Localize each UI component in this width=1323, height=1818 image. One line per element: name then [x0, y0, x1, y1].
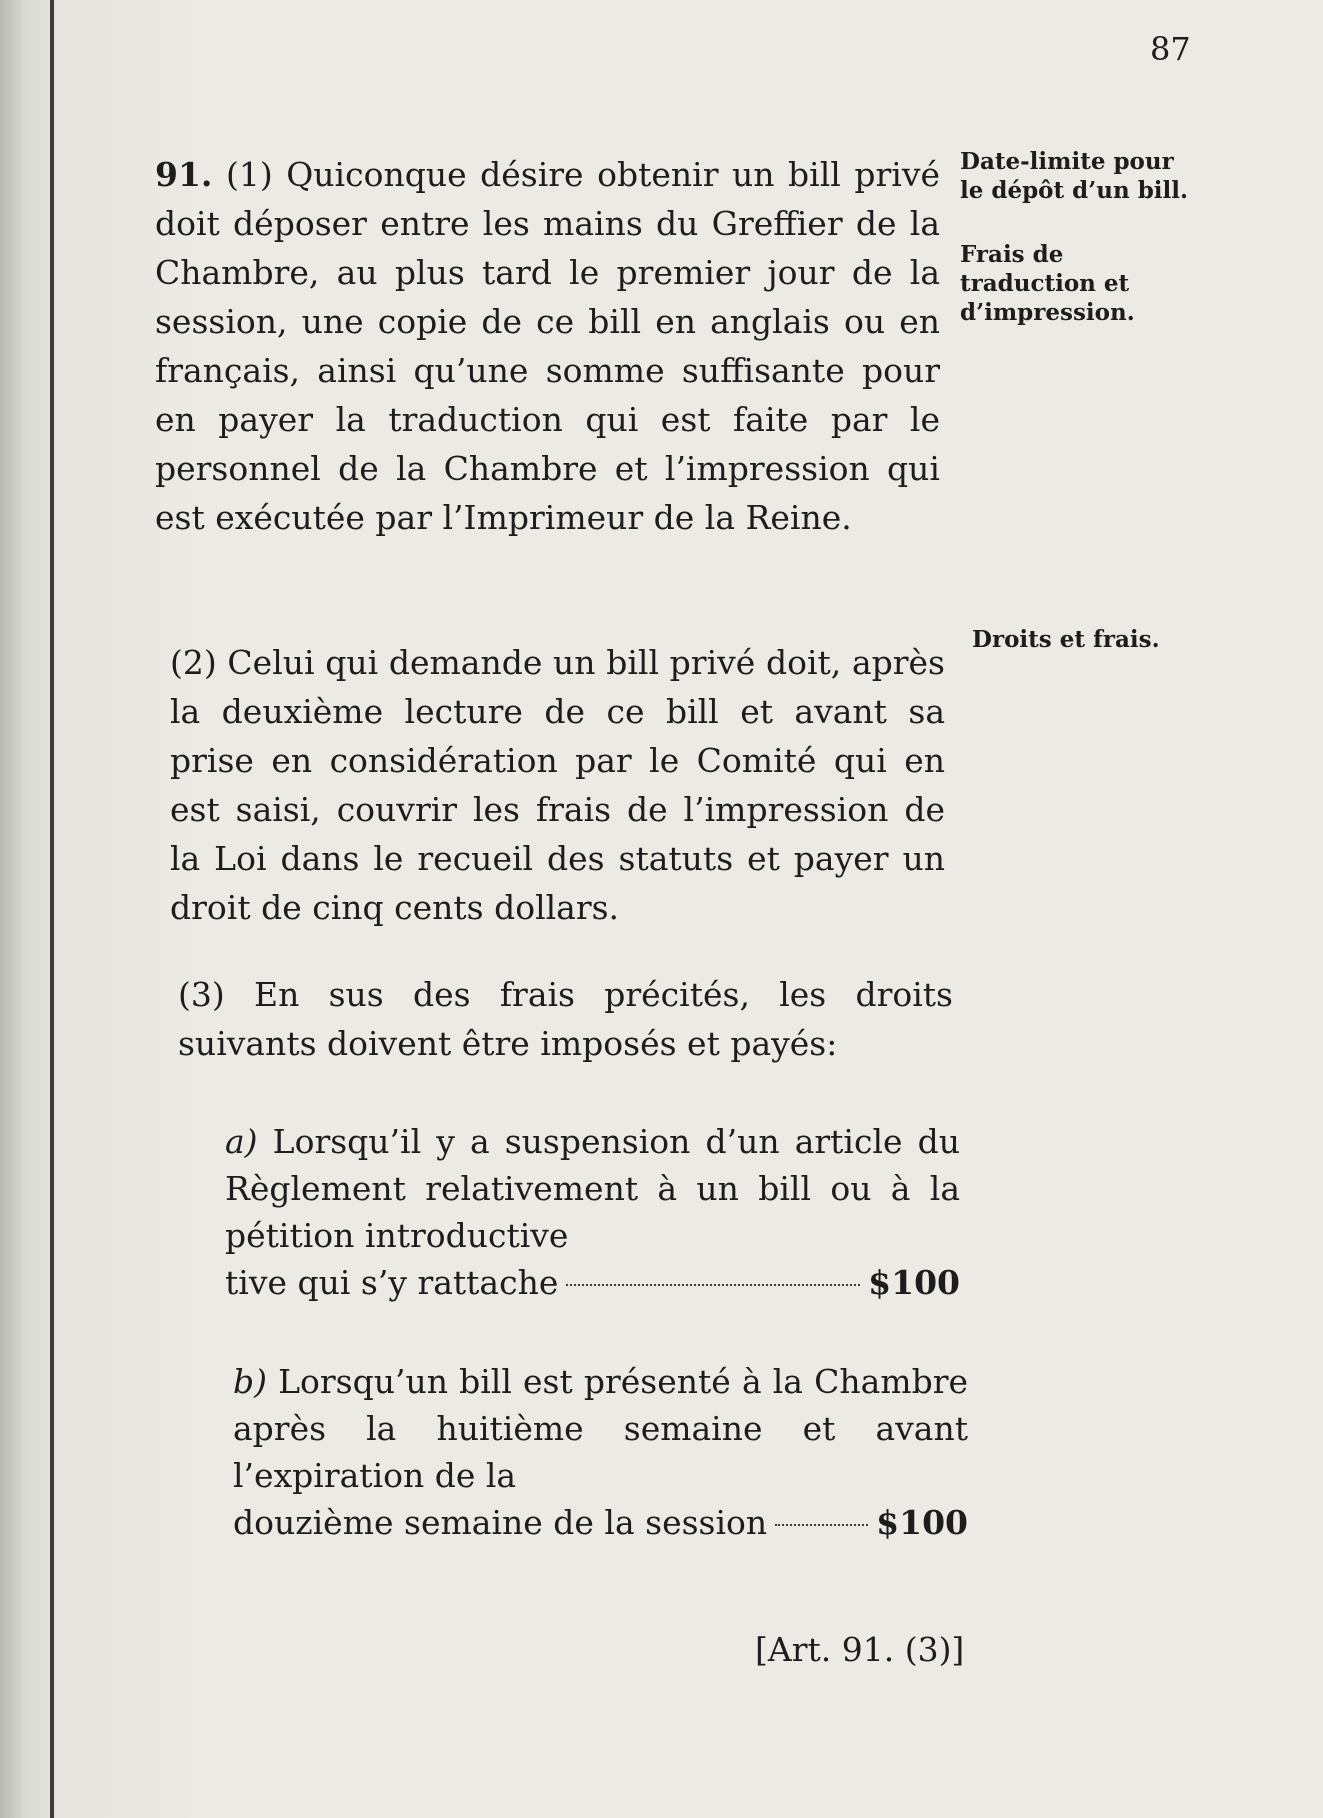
paragraph-91-2: (2) Celui qui demande un bill privé doit, après la deuxième lecture de ce bill et avant sa prise en considération par le Comité qui en est saisi, couvrir les frais de l’impression de la Loi dans le recueil des statuts et payer un droit de cinq cents dollars. [170, 643, 945, 927]
fee-item-text [233, 1358, 968, 1499]
margin-note-fees: Droits et frais. [972, 626, 1160, 653]
fee-item-last-text: tive qui s’y rattache [225, 1263, 559, 1302]
margin-note-translation-fees: Frais de traduction et d’impression. [960, 241, 1135, 326]
paragraph-91-3: (3) En sus des frais précités, les droits suivants doivent être imposés et payés: [178, 975, 953, 1063]
fee-item-last-line [225, 1259, 960, 1306]
fee-item-b [233, 1358, 968, 1546]
margin-note-deadline: Date-limite pour le dépôt d’un bill. [960, 148, 1188, 204]
fee-item-text [225, 1118, 960, 1259]
leader-dots [775, 1524, 868, 1526]
fee-amount: $100 [868, 1263, 960, 1302]
fee-item-a [225, 1118, 960, 1306]
paragraph-text: (1) Quiconque désire obtenir un bill privé doit déposer entre les mains du Greffier de la Chambre, au plus tard le premier jour de la session, une copie de ce bill en anglais ou en français, ainsi qu’une somme suffisante pour en payer la traduction qui est faite par le personnel de la Chambre et l’impression qui est exécutée par l’Imprimeur de la Reine. [155, 155, 940, 537]
fee-amount: $100 [876, 1503, 968, 1542]
page-number: 87 [1150, 30, 1191, 68]
fee-item-body: Lorsqu’il y a suspension d’un article du Règlement relativement à un bill ou à la pétition introductive [225, 1122, 960, 1255]
fee-item-letter: a) [225, 1122, 258, 1161]
article-reference: [Art. 91. (3)] [755, 1630, 965, 1669]
paragraph-91-1 [155, 150, 940, 542]
fee-item-body: Lorsqu’un bill est présenté à la Chambre après la huitième semaine et avant l’expiration de la [233, 1362, 968, 1495]
fee-item-last-text: douzième semaine de la session [233, 1503, 768, 1542]
fee-item-last-line [233, 1499, 968, 1546]
binding-line [50, 0, 54, 1818]
leader-dots [566, 1284, 860, 1286]
article-number: 91. [155, 155, 213, 194]
binding-shadow [0, 0, 22, 1818]
fee-item-letter: b) [233, 1362, 267, 1401]
